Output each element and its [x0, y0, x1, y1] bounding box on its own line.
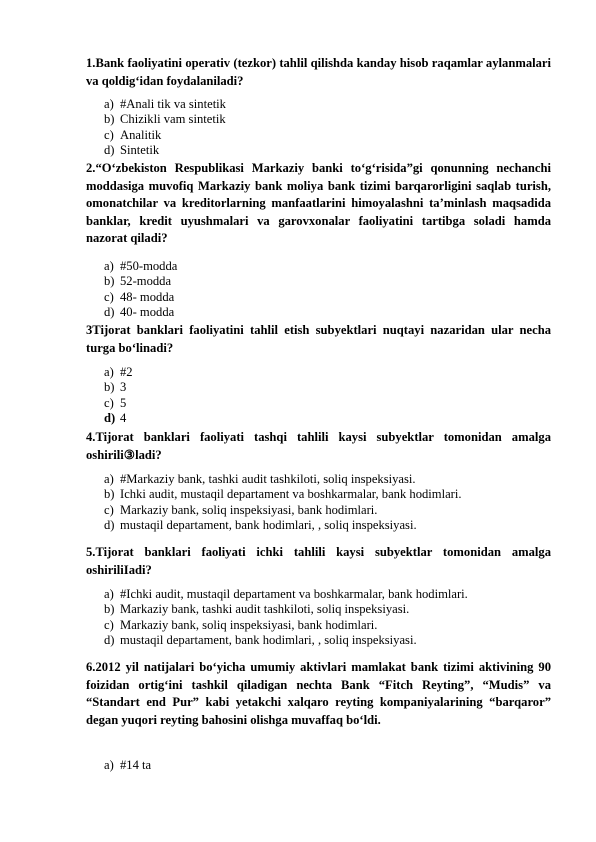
- answer-option: [104, 290, 177, 305]
- answer-option: [104, 97, 226, 112]
- question-5: 5.Tijorat banklari faoliyati ichki tahlili kaysi subyektlar tomonidan amalga oshiriliIadi?: [86, 545, 551, 577]
- option-letter: b): [104, 602, 115, 617]
- answer-option: [104, 274, 177, 289]
- answer-option: [104, 503, 462, 518]
- answer-option: [104, 411, 133, 426]
- answer-option: [104, 633, 468, 648]
- option-letter: a): [104, 472, 114, 486]
- option-text: Markaziy bank, tashki audit tashkiloti, soliq inspeksiyasi.: [120, 602, 410, 617]
- option-text: #Anali tik va sintetik: [120, 97, 226, 111]
- option-text: #Ichki audit, mustaqil departament va boshkarmalar, bank hodimlari.: [120, 587, 468, 601]
- option-text: 3: [120, 380, 127, 395]
- question-4-options: [104, 472, 462, 534]
- answer-option: [104, 305, 177, 320]
- answer-option: [104, 758, 151, 773]
- question-2-options: [104, 259, 177, 321]
- answer-option: [104, 143, 226, 158]
- option-text: Chizikli vam sintetik: [120, 112, 226, 127]
- option-text: 5: [120, 395, 127, 410]
- answer-option: [104, 587, 468, 602]
- option-text: Sintetik: [120, 143, 160, 158]
- option-letter: b): [104, 380, 115, 395]
- option-text: mustaqil departament, bank hodimlari, , soliq inspeksiyasi.: [120, 518, 417, 533]
- option-letter: d): [104, 143, 115, 158]
- option-text: Markaziy bank, soliq inspeksiyasi, bank hodimlari.: [120, 502, 378, 517]
- option-letter: a): [104, 365, 114, 379]
- option-text: Markaziy bank, soliq inspeksiyasi, bank hodimlari.: [120, 617, 378, 632]
- question-2: 2.“O‘zbekiston Respublikasi Markaziy banki to‘g‘risida”gi qonunning nechanchi moddasiga muvofiq Markaziy bank moliya bank tizimi barqarorligini saqlab turish, omonatchilar va kreditorlarning manfaatlarini himoyalashni ta’minlash maqsadida banklar, kredit uyushmalari va garovxonalar faoliyatini tartibga soladi hamda nazorat qiladi?: [86, 161, 551, 246]
- option-letter: a): [104, 758, 114, 772]
- answer-option: [104, 618, 468, 633]
- option-text: 48- modda: [120, 289, 175, 304]
- option-letter: b): [104, 112, 115, 127]
- question-6: 6.2012 yil natijalari bo‘yicha umumiy aktivlari mamlakat bank tizimi aktivining 90 foizidan ortig‘ini tashkil qiladigan nechta Bank “Fitch Reyting”, “Mudis” va “Standart end Pur” kabi yetakchi xalqaro reyting kompaniyalarining “barqaror” degan yuqori reyting bahosini olishga muvaffaq bo‘ldi.: [86, 660, 551, 727]
- option-letter: d): [104, 305, 115, 320]
- option-text: #14 ta: [120, 758, 152, 772]
- option-text: #2: [120, 365, 133, 379]
- option-letter: b): [104, 274, 115, 289]
- answer-option: [104, 472, 462, 487]
- option-letter: d): [104, 411, 116, 426]
- question-1: 1.Bank faoliyatini operativ (tezkor) tahlil qilishda kanday hisob raqamlar aylanmalari va qoldig‘idan foydalaniladi?: [86, 56, 551, 88]
- option-letter: a): [104, 259, 114, 273]
- option-text: 52-modda: [120, 274, 172, 289]
- option-letter: b): [104, 487, 115, 502]
- question-3: 3Tijorat banklari faoliyatini tahlil etish subyektlari nuqtayi nazaridan ular necha turga bo‘linadi?: [86, 323, 551, 355]
- answer-option: [104, 396, 133, 411]
- answer-option: [104, 518, 462, 533]
- option-letter: c): [104, 502, 114, 517]
- option-letter: c): [104, 617, 114, 632]
- question-4: 4.Tijorat banklari faoliyati tashqi tahlili kaysi subyektlar tomonidan amalga oshirili③ladi?: [86, 430, 551, 462]
- option-letter: d): [104, 518, 115, 533]
- option-text: Ichki audit, mustaqil departament va boshkarmalar, bank hodimlari.: [120, 487, 462, 502]
- option-letter: a): [104, 587, 114, 601]
- question-1-options: [104, 97, 226, 159]
- question-5-options: [104, 587, 468, 649]
- answer-option: [104, 365, 133, 380]
- answer-option: [104, 380, 133, 395]
- answer-option: [104, 128, 226, 143]
- option-letter: c): [104, 395, 114, 410]
- option-text: mustaqil departament, bank hodimlari, , soliq inspeksiyasi.: [120, 633, 417, 648]
- answer-option: [104, 602, 468, 617]
- option-letter: d): [104, 633, 115, 648]
- option-text: Analitik: [120, 127, 162, 142]
- answer-option: [104, 487, 462, 502]
- answer-option: [104, 259, 177, 274]
- option-letter: a): [104, 97, 114, 111]
- question-6-options: [104, 758, 151, 773]
- option-text: 4: [120, 411, 127, 426]
- option-text: #50-modda: [120, 259, 178, 273]
- option-text: #Markaziy bank, tashki audit tashkiloti, soliq inspeksiyasi.: [120, 472, 416, 486]
- option-text: 40- modda: [120, 305, 175, 320]
- question-3-options: [104, 365, 133, 427]
- answer-option: [104, 112, 226, 127]
- option-letter: c): [104, 289, 114, 304]
- option-letter: c): [104, 127, 114, 142]
